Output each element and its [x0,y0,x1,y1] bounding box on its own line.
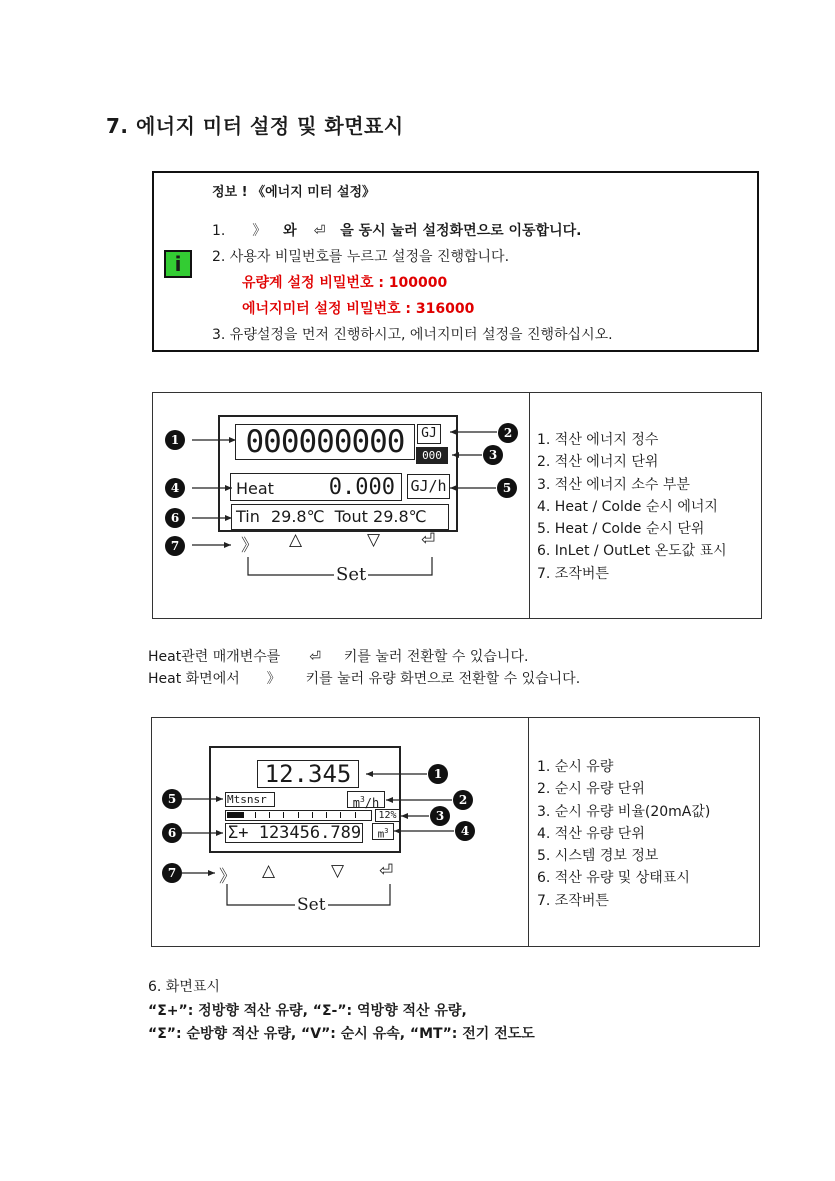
footer-line-2: “Σ”: 순방향 적산 유량, “V”: 순시 유속, “MT”: 전기 전도도 [148,1026,535,1042]
heat-legend-item: 7. 조작버튼 [537,565,609,582]
bar-tick [283,812,284,818]
info-title: 정보 ! 《에너지 미터 설정》 [212,185,376,200]
unit-base: m [377,827,385,841]
bar-tick [355,812,356,818]
text-before: Heat관련 매개변수를 [148,649,281,665]
flow-up-button[interactable]: △ [262,861,276,881]
unit-exp: 3 [359,795,365,804]
heat-enter-button[interactable]: ⏎ [421,530,436,550]
flow-marker-6: 6 [162,823,182,843]
flow-marker-3: 3 [430,806,450,826]
flow-marker-2: 2 [453,790,473,810]
heat-decimal: 000 [416,447,448,464]
bar-tick [312,812,313,818]
bar-tick [326,812,327,818]
step-number: 1. [212,223,226,239]
footer-line-1: “Σ+”: 정방향 적산 유량, “Σ-”: 역방향 적산 유량, [148,1003,467,1019]
tin-value: 29.8℃ [270,507,325,526]
flow-unit [347,791,385,808]
bar-tick [269,812,270,818]
heat-legend-item: 6. InLet / OutLet 온도값 표시 [537,543,727,560]
flow-password: 유량계 설정 비밀번호 : 100000 [242,275,448,291]
unit-tail: /h [364,796,380,810]
and-word: 와 [283,223,297,239]
heat-legend-item: 4. Heat / Colde 순시 에너지 [537,498,718,515]
info-step-3: 3. 유량설정을 먼저 진행하시고, 에너지미터 설정을 진행하십시오. [212,327,613,343]
flow-marker-5: 5 [162,789,182,809]
energy-password: 에너지미터 설정 비밀번호 : 316000 [242,301,475,317]
flow-legend-item: 3. 순시 유량 비율(20mA값) [537,803,711,820]
text-after: 키를 눌러 유량 화면으로 전환할 수 있습니다. [305,671,581,687]
footer-title: 6. 화면표시 [148,979,220,995]
flow-marker-1: 1 [428,764,448,784]
heat-legend-item: 5. Heat / Colde 순시 단위 [537,521,705,538]
next-key-icon: 》 [252,223,267,239]
heat-marker-5: 5 [497,478,517,498]
heat-legend-item: 2. 적산 에너지 단위 [537,454,659,471]
step-1-text: 을 동시 눌러 설정화면으로 이동합니다. [340,223,582,239]
heat-marker-2: 2 [498,423,518,443]
flow-next-button[interactable]: 》 [219,867,236,887]
flow-legend-item: 5. 시스템 경보 정보 [537,848,659,865]
heat-unit: GJ/h [407,474,450,499]
flow-legend-item: 1. 순시 유량 [537,759,614,775]
info-icon: i [164,250,192,278]
bar-tick [340,812,341,818]
enter-key-icon: ⏎ [313,223,326,239]
heat-next-button[interactable]: 》 [241,536,258,556]
heat-marker-4: 4 [165,478,185,498]
heat-marker-1: 1 [165,430,185,450]
total-unit [372,823,394,840]
alarm-info: Mtsnsr [225,792,275,807]
heat-marker-7: 7 [165,536,185,556]
heat-down-button[interactable]: ▽ [367,530,381,550]
flow-legend [537,756,710,912]
enter-key-icon: ⏎ [309,649,321,665]
unit-exp: 3 [384,827,389,835]
heat-set-label: Set [336,564,367,585]
total-flow: Σ+ 123456.789 [225,823,363,843]
heat-label: Heat [236,479,274,498]
flow-percent: 12% [375,809,400,822]
flow-enter-button[interactable]: ⏎ [379,861,394,881]
flow-ratio-bar-ticks [226,811,371,820]
bar-tick [298,812,299,818]
heat-marker-3: 3 [483,445,503,465]
flow-legend-item: 7. 조작버튼 [537,892,609,909]
tout-label: Tout [334,507,368,526]
heat-main-value: 000000000 [235,424,415,460]
next-key-icon: 》 [266,671,281,687]
flow-main-value: 12.345 [257,760,359,788]
unit-base: m [352,796,360,810]
heat-legend-item: 3. 적산 에너지 소수 부분 [537,476,690,493]
flow-marker-4: 4 [455,821,475,841]
text-after: 키를 눌러 전환할 수 있습니다. [343,649,529,665]
heat-legend-item: 1. 적산 에너지 정수 [537,432,659,448]
tout-value: 29.8℃ [373,507,427,526]
flow-down-button[interactable]: ▽ [331,861,345,881]
heat-marker-6: 6 [165,508,185,528]
flow-legend-item: 4. 적산 유량 단위 [537,825,645,842]
heat-value: 0.000 [328,475,395,500]
page-title: 7. 에너지 미터 설정 및 화면표시 [106,114,404,138]
flow-marker-7: 7 [162,863,182,883]
flow-set-label: Set [297,895,326,915]
heat-unit-top: GJ [417,424,441,444]
bar-tick [240,812,241,818]
tin-label: Tin [236,507,260,526]
flow-ratio-bar [225,810,372,821]
info-step-2: 2. 사용자 비밀번호를 누르고 설정을 진행합니다. [212,249,510,265]
bar-tick [255,812,256,818]
flow-legend-item: 6. 적산 유량 및 상태표시 [537,870,690,887]
heat-up-button[interactable]: △ [289,530,303,550]
flow-legend-item: 2. 순시 유량 단위 [537,781,645,798]
text-before: Heat 화면에서 [148,671,240,687]
